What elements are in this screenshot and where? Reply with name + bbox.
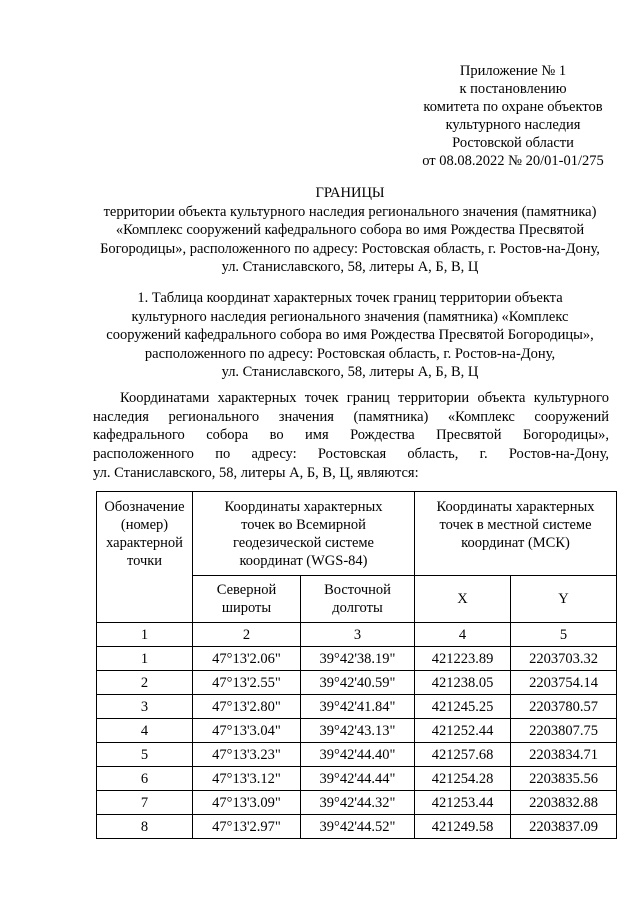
appendix-line: комитета по охране объектов [423,99,603,115]
table-cell: 421245.25 [415,695,511,719]
table-cell: 5 [511,623,617,647]
table-cell: 2203807.75 [511,719,617,743]
table-cell: 47°13'2.55" [193,671,301,695]
table-cell: 2203754.14 [511,671,617,695]
table-cell: 39°42'44.44" [301,767,415,791]
header-y: Y [511,575,617,622]
table-cell: 3 [97,695,193,719]
table-cell: 2203703.32 [511,647,617,671]
section-line: сооружений кафедрального собора во имя Рождества Пресвятой Богородицы», [106,327,594,343]
table-row [97,719,617,743]
table-cell: 421253.44 [415,791,511,815]
intro-line: ул. Станиславского, 58, литеры А, Б, В, Ц, являются: [93,464,419,481]
heading-line: территории объекта культурного наследия регионального значения (памятника) [103,203,597,220]
section-line: ул. Станиславского, 58, литеры А, Б, В, Ц [221,364,479,380]
intro-paragraph [93,389,609,482]
header-msk: Координаты характерных точек в местной системе координат (МСК) [415,492,617,576]
table-row [97,647,617,671]
appendix-line: от 08.08.2022 № 20/01-01/275 [422,153,604,169]
table-cell: 2203832.88 [511,791,617,815]
table-cell: 47°13'3.12" [193,767,301,791]
table-cell: 47°13'3.09" [193,791,301,815]
table-cell: 2203780.57 [511,695,617,719]
table-cell: 47°13'3.23" [193,743,301,767]
table-cell: 8 [97,815,193,839]
appendix-line: культурного наследия [445,117,581,133]
table-cell: 39°42'40.59" [301,671,415,695]
header-north-latitude: Северной широты [193,575,301,622]
table-cell: 39°42'38.19" [301,647,415,671]
table-cell: 2203837.09 [511,815,617,839]
table-cell: 5 [97,743,193,767]
intro-line: расположенного по адресу: Ростовская область, г. Ростов-на-Дону, [93,446,609,463]
table-cell: 3 [301,623,415,647]
table-row [97,791,617,815]
table-numbering-row [97,623,617,647]
appendix-line: к постановлению [459,81,567,97]
header-x: X [415,575,511,622]
appendix-line: Приложение № 1 [459,63,567,79]
table-cell: 47°13'2.80" [193,695,301,719]
table-cell: 421249.58 [415,815,511,839]
heading-line: Богородицы», расположенного по адресу: Ростовская область, г. Ростов-на-Дону, [100,240,600,257]
table-cell: 2 [193,623,301,647]
table-cell: 7 [97,791,193,815]
heading-line: ул. Станиславского, 58, литеры А, Б, В, Ц [221,259,479,275]
table-row [97,671,617,695]
header-wgs84: Координаты характерных точек во Всемирной геодезической системе координат (WGS-84) [193,492,415,576]
table-row [97,695,617,719]
heading-line: «Комплекс сооружений кафедрального собора во имя Рождества Пресвятой [115,222,585,238]
table-cell: 6 [97,767,193,791]
table-row [97,743,617,767]
section-line: расположенного по адресу: Ростовская область, г. Ростов-на-Дону, [144,345,556,362]
table-cell: 47°13'2.06" [193,647,301,671]
coordinates-table [96,491,617,839]
table-cell: 421254.28 [415,767,511,791]
table-cell: 1 [97,623,193,647]
table-row [97,767,617,791]
table-cell: 39°42'44.52" [301,815,415,839]
table-cell: 2 [97,671,193,695]
table-cell: 47°13'3.04" [193,719,301,743]
table-cell: 421257.68 [415,743,511,767]
intro-line: наследия регионального значения (памятника) «Комплекс сооружений [93,408,609,425]
intro-line: Координатами характерных точек границ территории объекта культурного [120,390,609,406]
document-heading [70,184,630,277]
table-header-row [97,492,617,576]
table-cell: 39°42'44.40" [301,743,415,767]
document-title: ГРАНИЦЫ [315,185,385,201]
section-line: 1. Таблица координат характерных точек границ территории объекта [137,290,563,306]
appendix-block [400,62,626,170]
table-cell: 39°42'43.13" [301,719,415,743]
section-line: культурного наследия регионального значения (памятника) «Комплекс [131,308,569,325]
intro-line: кафедрального собора во имя Рождества Пресвятой Богородицы», [93,427,609,444]
appendix-line: Ростовской области [452,135,574,151]
table-cell: 421223.89 [415,647,511,671]
section-heading [70,289,630,382]
table-row [97,815,617,839]
table-cell: 39°42'41.84" [301,695,415,719]
table-cell: 4 [415,623,511,647]
table-cell: 421252.44 [415,719,511,743]
header-east-longitude: Восточной долготы [301,575,415,622]
table-cell: 2203835.56 [511,767,617,791]
table-cell: 421238.05 [415,671,511,695]
table-cell: 1 [97,647,193,671]
table-cell: 39°42'44.32" [301,791,415,815]
table-cell: 2203834.71 [511,743,617,767]
header-point-designation: Обозначение (номер) характерной точки [97,492,193,623]
table-cell: 4 [97,719,193,743]
table-cell: 47°13'2.97" [193,815,301,839]
